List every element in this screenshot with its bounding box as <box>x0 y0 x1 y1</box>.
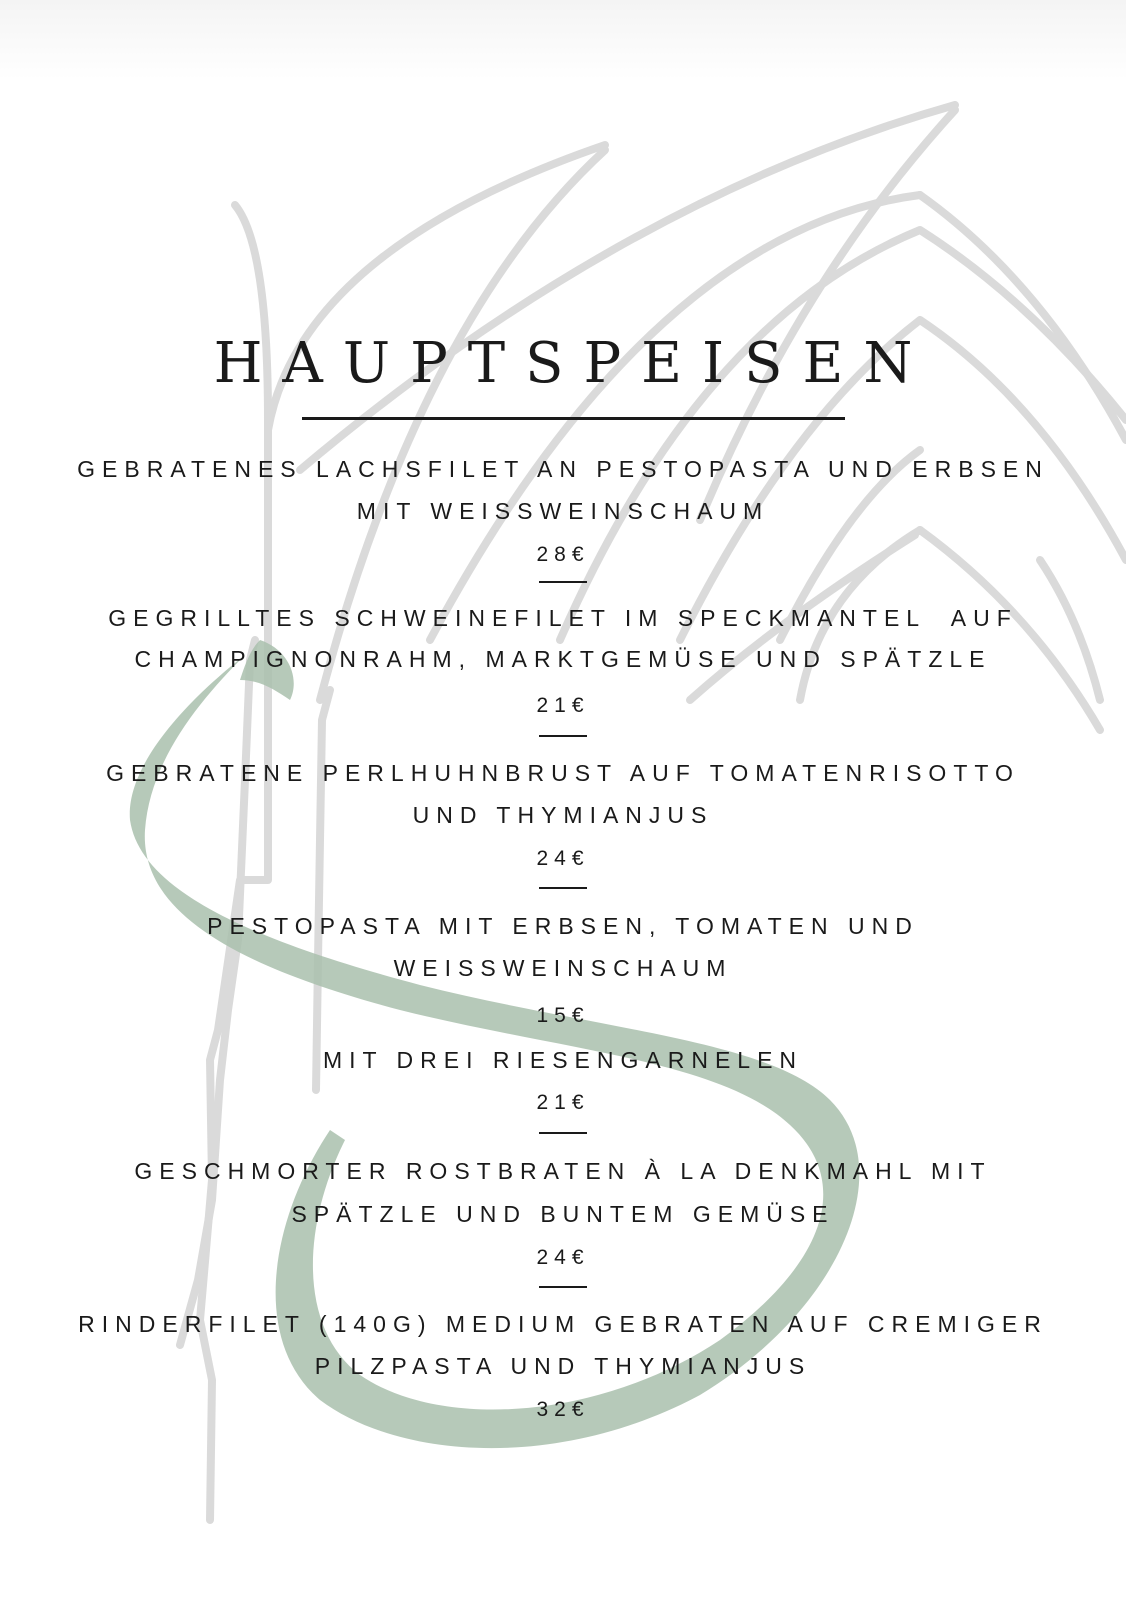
dish-2-line-1: GEGRILLTES SCHWEINEFILET IM SPECKMANTEL AUF <box>108 605 1018 631</box>
dish-4-price: 15€ <box>536 1004 590 1027</box>
menu-title: HAUPTSPEISEN <box>213 331 933 396</box>
dish-divider <box>539 1132 587 1134</box>
dish-4-line-2: WEISSWEINSCHAUM <box>393 955 733 981</box>
dish-1-price: 28€ <box>536 543 590 566</box>
dish-1-line-2: MIT WEISSWEINSCHAUM <box>356 498 770 524</box>
dish-4-option-label: MIT DREI RIESENGARNELEN <box>322 1047 804 1073</box>
dish-1-line-1: GEBRATENES LACHSFILET AN PESTOPASTA UND ERBSEN <box>77 456 1049 482</box>
dish-4-option-price: 21€ <box>536 1091 590 1114</box>
dish-5-price: 24€ <box>536 1246 590 1269</box>
dish-divider <box>539 887 587 889</box>
dish-3-line-1: GEBRATENE PERLHUHNBRUST AUF TOMATENRISOTTO <box>106 760 1020 786</box>
dish-divider <box>539 581 587 583</box>
title-underline <box>302 417 845 420</box>
dish-6-price: 32€ <box>536 1398 590 1421</box>
dish-6-line-1: RINDERFILET (140G) MEDIUM GEBRATEN AUF CREMIGER <box>78 1311 1048 1337</box>
dish-divider <box>539 735 587 737</box>
dish-5-line-2: SPÄTZLE UND BUNTEM GEMÜSE <box>291 1201 835 1227</box>
dish-3-price: 24€ <box>536 847 590 870</box>
dish-5-line-1: GESCHMORTER ROSTBRATEN À LA DENKMAHL MIT <box>134 1158 992 1184</box>
dish-3-line-2: UND THYMIANJUS <box>412 802 714 828</box>
dish-divider <box>539 1286 587 1288</box>
dish-2-price: 21€ <box>536 694 590 717</box>
dish-6-line-2: PILZPASTA UND THYMIANJUS <box>314 1353 812 1379</box>
dish-2-line-2: CHAMPIGNONRAHM, MARKTGEMÜSE UND SPÄTZLE <box>134 646 992 672</box>
dish-4-line-1: PESTOPASTA MIT ERBSEN, TOMATEN UND <box>207 913 919 939</box>
